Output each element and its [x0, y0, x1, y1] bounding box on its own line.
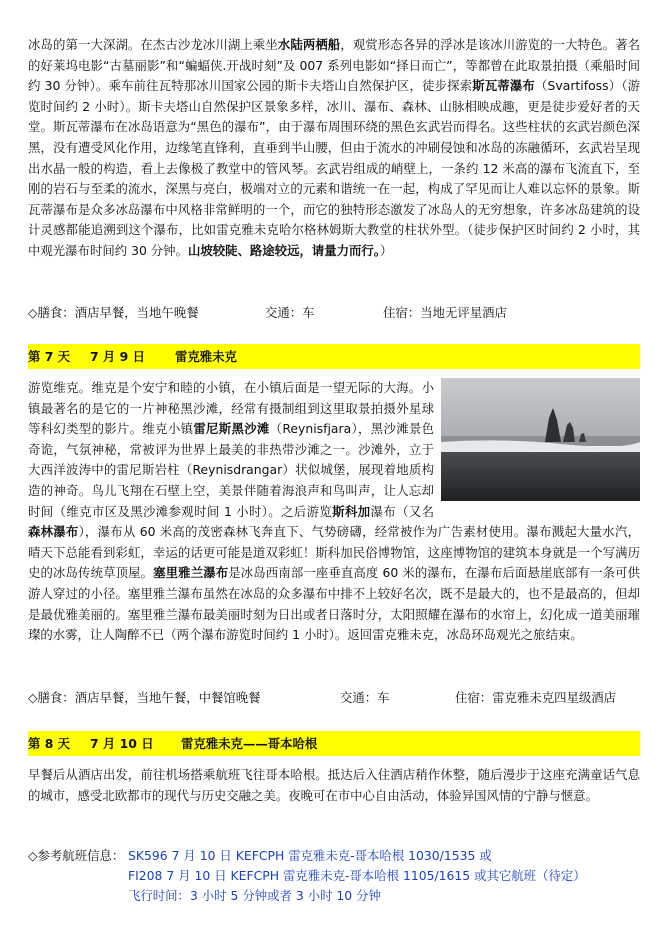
day8-header — [28, 731, 640, 756]
day7-info-row — [28, 688, 640, 708]
flight-1: SK596 7 月 10 日 KEFCPH 雷克雅未克-哥本哈根 1030/1535 或 — [128, 848, 492, 863]
day8-number: 第 8 天 — [28, 736, 71, 751]
day6-paragraph: 冰岛的第一大深湖。在杰古沙龙冰川湖上乘坐水陆两栖船，观赏形态各异的浮冰是该冰川游览的一大特色。著名的好莱坞电影“古墓丽影”和“蝙蝠侠.开战时刻”及 007 系列电影如“择日而亡”，等都曾在此取景拍摄（乘船时间约 30 分钟）。乘车前往瓦特那冰川国家公园的斯卡夫塔山自然保护区，徒步探索斯瓦蒂瀑布（Svartifoss）（游览时间约 2 小时）。斯卡夫塔山自然保护区景象多样，冰川、瀑布、森林、山脉相映成趣，更是徒步爱好者的天堂。斯瓦蒂瀑布在冰岛语意为“黑色的瀑布”，由于瀑布周围环绕的黑色玄武岩而得名。这些柱状的玄武岩颜色深黑，没有遭受风化作用，边缘笔直锋利，直垂到半山腰，但由于流水的冲刷侵蚀和冰岛的冻融循环，玄武岩呈现出水晶一般的构造，看上去像极了教堂中的管风琴。玄武岩组成的峭壁上，一条约 12 米高的瀑布飞流直下，至刚的岩石与至柔的流水，深黑与亮白，极端对立的元素和谐统一在一起，构成了罕见而让人难以忘怀的景象。斯瓦蒂瀑布是众多冰岛瀑布中风格非常鲜明的一个，而它的独特形态激发了冰岛人的无穷想象，许多冰岛建筑的设计灵感都能追溯到这个瀑布，比如雷克雅未克哈尔格林姆斯大教堂的柱状外型。（徒步保护区时间约 2 小时，其中观光瀑布时间约 30 分钟。山坡较陡、路途较远，请量力而行。） — [28, 37, 641, 258]
flight-label: ◇参考航班信息： — [28, 848, 125, 863]
day6-hotel: 住宿：当地无评星酒店 — [383, 305, 507, 320]
day8-date: 7 月 10 日 — [90, 736, 154, 751]
day7-paragraph: 游览维克。维克是个安宁和睦的小镇，在小镇后面是一望无际的大海。小镇最著名的是它的一片神秘黑沙滩，经常有摄制组到这里取景拍摄外星球等科幻类型的影片。维克小镇雷尼斯黑沙滩（Reynisfjara），黑沙滩景色奇诡，气氛神秘，常被评为世界上最美的非热带沙滩之一。沙滩外，立于大西洋波涛中的雷尼斯岩柱（Reynisdrangar）状似城堡，展现着地质构造的神奇。鸟儿飞翔在石壁上空，美景伴随着海浪声和鸟叫声，让人忘却时间（维克市区及黑沙滩参观时间 1 小时）。之后游览斯科加瀑布（又名森林瀑布），瀑布从 60 米高的茂密森林飞奔直下、气势磅礴，经常被作为广告素材使用。瀑布溅起大量水汽，晴天下总能看到彩虹，幸运的话更可能是道双彩虹！斯科加民俗博物馆，这座博物馆的建筑本身就是一个写满历史的冰岛传统草顶屋。塞里雅兰瀑布是冰岛西南部一座垂直高度 60 米的瀑布，在瀑布后面悬崖底部有一条可供游人穿过的小径。塞里雅兰瀑布虽然在冰岛的众多瀑布中排不上较好名次，既不是最大的，也不是最高的，但却是最优雅美丽的。塞里雅兰瀑布最美丽时刻为日出或者日落时分，太阳照耀在瀑布的水帘上，幻化成一道美丽璀璨的水雾，让人陶醉不已（两个瀑布游览时间约 1 小时）。返回雷克雅未克，冰岛环岛观光之旅结束。 — [28, 380, 640, 643]
day7-header — [28, 344, 640, 369]
day7-hotel: 住宿：雷克雅未克四星级酒店 — [455, 690, 617, 705]
day8-paragraph: 早餐后从酒店出发，前往机场搭乘航班飞往哥本哈根。抵达后入住酒店稍作休整，随后漫步于这座充满童话气息的城市，感受北欧都市的现代与历史交融之美。夜晚可在市中心自由活动，体验异国风情的宁静与惬意。 — [28, 767, 640, 803]
black-sand-beach-photo — [441, 378, 640, 501]
day7-date: 7 月 9 日 — [90, 349, 145, 364]
day6-meals: ◇膳食：酒店早餐，当地午晚餐 — [28, 305, 199, 320]
flight-2: FI208 7 月 10 日 KEFCPH 雷克雅未克-哥本哈根 1105/1615 或其它航班（待定） — [128, 868, 586, 883]
day7-transport: 交通：车 — [340, 690, 390, 705]
day7-city: 雷克雅未克 — [175, 349, 237, 364]
day7-number: 第 7 天 — [28, 349, 71, 364]
day7-meals: ◇膳食：酒店早餐，当地午餐，中餐馆晚餐 — [28, 690, 261, 705]
day8-city: 雷克雅未克——哥本哈根 — [181, 736, 318, 751]
day6-description — [28, 35, 640, 262]
flight-duration: 飞行时间：3 小时 5 分钟或者 3 小时 10 分钟 — [128, 888, 381, 903]
day6-transport: 交通：车 — [265, 305, 315, 320]
day6-info-row — [28, 303, 640, 323]
day8-description — [28, 765, 640, 806]
